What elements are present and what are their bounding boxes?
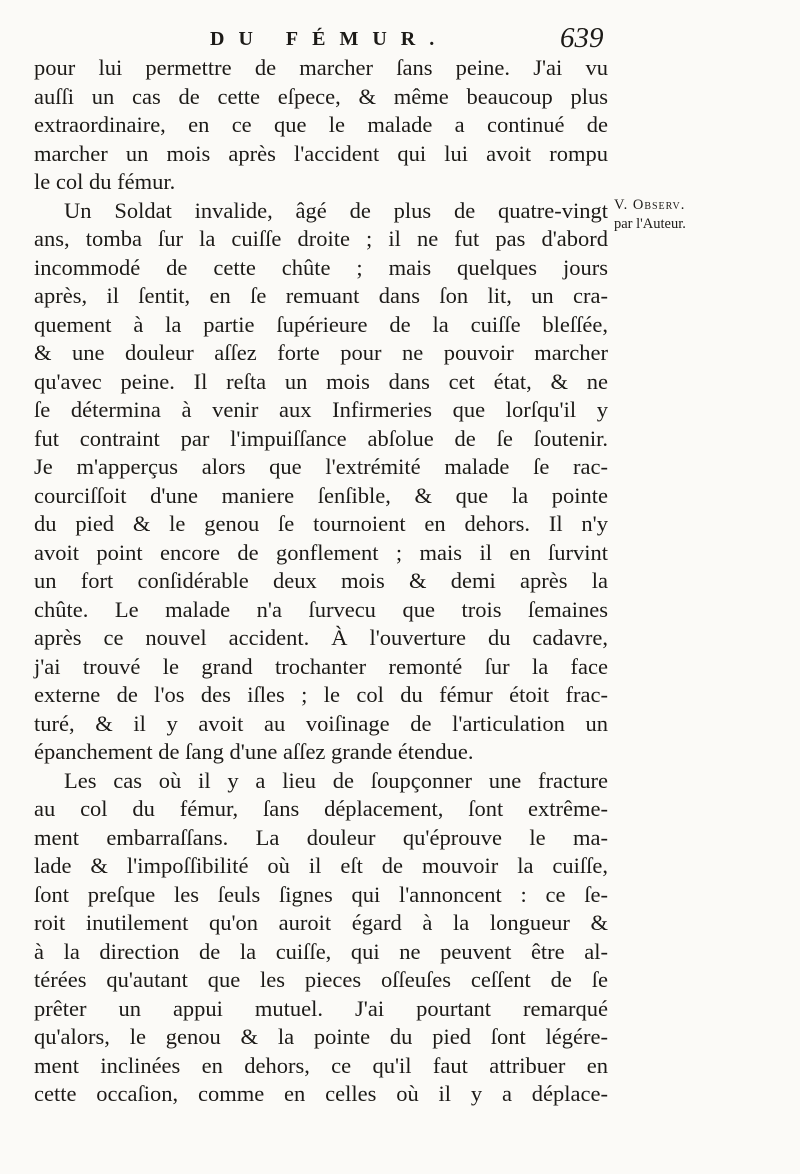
text-line: chûte. Le malade n'a ſurvecu que trois ſemaines <box>34 596 608 622</box>
text-line: roit inutilement qu'on auroit égard à la longueur & <box>34 910 608 935</box>
text-line: après ce nouvel accident. À l'ouverture du cadavre, <box>34 625 608 650</box>
text-line: ſe détermina à venir aux Infirmeries que lorſqu'il y <box>34 397 608 422</box>
text-line: quement à la partie ſupérieure de la cuiſſe bleſſée, <box>34 311 608 337</box>
running-head <box>0 22 800 58</box>
running-title: DU FÉMUR. <box>210 28 449 50</box>
margin-note-author: par l'Auteur. <box>614 216 686 232</box>
text-line: après, il ſentit, en ſe remuant dans ſon lit, un cra- <box>34 283 608 308</box>
text-line: qu'avec peine. Il reſta un mois dans cet état, & ne <box>34 368 608 394</box>
text-line: j'ai trouvé le grand trochanter remonté ſur la face <box>34 653 608 679</box>
text-line: fut contraint par l'impuiſſance abſolue de ſe ſoutenir. <box>34 425 608 451</box>
text-line: externe de l'os des iſles ; le col du fémur étoit frac- <box>34 682 608 707</box>
text-line: qu'alors, le genou & la pointe du pied ſont légére- <box>34 1024 608 1049</box>
text-line: prêter un appui mutuel. J'ai pourtant remarqué <box>34 995 608 1021</box>
text-line: au col du fémur, ſans déplacement, ſont extrême- <box>34 796 608 821</box>
text-line: auſſi un cas de cette eſpece, & même beaucoup plus <box>34 83 608 109</box>
margin-note <box>614 196 794 234</box>
text-line: térées qu'autant que les pieces oſſeuſes ceſſent de ſe <box>34 967 608 992</box>
text-line: & une douleur aſſez forte pour ne pouvoir marcher <box>34 340 608 365</box>
text-line: ans, tomba ſur la cuiſſe droite ; il ne fut pas d'abord <box>34 226 608 251</box>
text-line: Un Soldat invalide, âgé de plus de quatre-vingt <box>64 197 608 223</box>
page-number: 639 <box>560 22 604 54</box>
text-line: incommodé de cette chûte ; mais quelques jours <box>34 254 608 280</box>
text-line: le col du fémur. <box>34 169 176 194</box>
text-line: ment embarraſſans. La douleur qu'éprouve le ma- <box>34 824 608 850</box>
text-line: lade & l'impoſſibilité où il eſt de mouvoir la cuiſſe, <box>34 853 608 878</box>
text-line: ment inclinées en dehors, ce qu'il faut attribuer en <box>34 1052 608 1078</box>
text-line: cette occaſion, comme en celles où il y a déplace- <box>34 1081 608 1106</box>
text-line: du pied & le genou ſe tournoient en dehors. Il n'y <box>34 511 608 536</box>
text-line: courciſſoit d'une maniere ſenſible, & que la pointe <box>34 482 608 508</box>
text-line: épanchement de ſang d'une aſſez grande étendue. <box>34 739 474 764</box>
text-line: Les cas où il y a lieu de ſoupçonner une fracture <box>64 767 608 793</box>
text-line: Je m'apperçus alors que l'extrémité malade ſe rac- <box>34 454 608 479</box>
text-line: extraordinaire, en ce que le malade a continué de <box>34 112 608 137</box>
text-line: ſont preſque les ſeuls ſignes qui l'annoncent : ce ſe- <box>34 881 608 907</box>
body-text <box>34 54 608 1109</box>
text-line: turé, & il y avoit au voiſinage de l'articulation un <box>34 710 608 736</box>
text-line: à la direction de la cuiſſe, qui ne peuvent être al- <box>34 938 608 964</box>
text-line: pour lui permettre de marcher ſans peine. J'ai vu <box>34 55 608 80</box>
text-line: avoit point encore de gonflement ; mais il en ſurvint <box>34 539 608 565</box>
text-line: un fort conſidérable deux mois & demi après la <box>34 568 608 593</box>
text-line: marcher un mois après l'accident qui lui avoit rompu <box>34 140 608 166</box>
margin-note-observation: V. Observ. <box>614 197 686 213</box>
